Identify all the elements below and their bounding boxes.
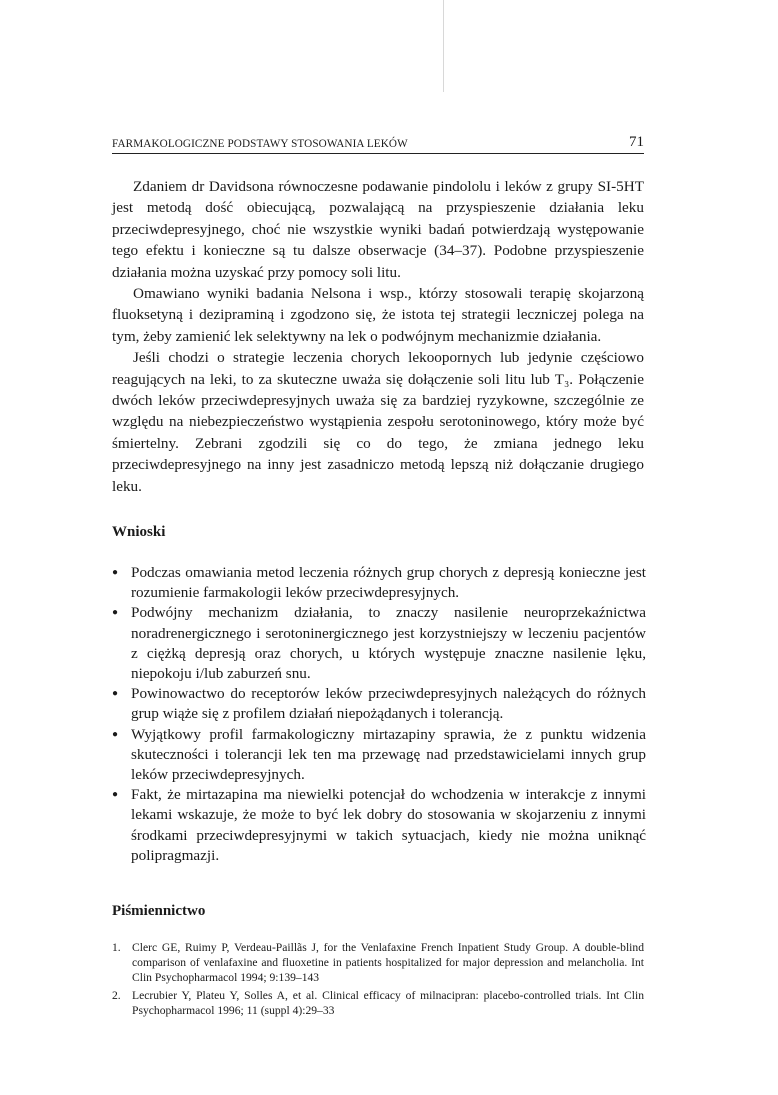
paragraph: Jeśli chodzi o strategie leczenia chorych lekoopornych lub jedynie częściowo reagujących na leki, to za skuteczne uważa się dołączenie soli litu lub T₃. Połączenie dwóch leków przeciwdepresyjnych uważa się za bardziej ryzykowne, szczególnie ze względu na niebezpieczeństwo wystąpienia zespołu serotoninowego, który może być śmiertelny. Zebrani zgodzili się co do tego, że zmiana jednego leku przeciwdepresyjnego na inny jest zasadniczo metodą lepszą niż dołączanie drugiego leku.: [112, 349, 644, 495]
running-title: FARMAKOLOGICZNE PODSTAWY STOSOWANIA LEKÓW: [112, 138, 408, 150]
scan-artifact-line: [443, 0, 444, 92]
conclusion-item: ● Podwójny mechanizm działania, to znaczy nasilenie neuroprzekaźnictwa noradrenergicznego i serotoninergicznego jest korzystniejszy w leczeniu pacjentów z ciężką depresją oraz chorych, u których występuje znaczne nasilenie lęku, niepokoju i/lub zaburzeń snu.: [112, 603, 646, 684]
conclusions-list: [112, 563, 646, 866]
page-header: [112, 134, 644, 154]
conclusion-item: ● Podczas omawiania metod leczenia różnych grup chorych z depresją konieczne jest rozumienie farmakologii leków przeciwdepresyjnych.: [112, 563, 646, 603]
reference-text: Lecrubier Y, Plateu Y, Solles A, et al. Clinical efficacy of milnacipran: placebo-controlled trials. Int Clin Psychopharmacol 1996; 11 (suppl 4):29–33: [132, 988, 644, 1017]
conclusion-item: ● Fakt, że mirtazapina ma niewielki potencjał do wchodzenia w interakcje z innymi lekami wskazuje, że może to być lek dobry do stosowania w skojarzeniu z innymi środkami przeciwdepresyjnymi w takich sytuacjach, kiedy nie można uniknąć polipragmazji.: [112, 785, 646, 866]
body-text: [112, 176, 644, 497]
reference-number: 2.: [112, 988, 121, 1002]
references-heading: Piśmiennictwo: [112, 903, 206, 919]
page-number: 71: [629, 134, 644, 150]
conclusion-item: ● Powinowactwo do receptorów leków przeciwdepresyjnych należących do różnych grup wiąże się z profilem działań niepożądanych i tolerancją.: [112, 684, 646, 724]
reference-item: [112, 988, 644, 1018]
reference-item: [112, 940, 644, 986]
references-list: [112, 940, 644, 1020]
paragraph: Zdaniem dr Davidsona równoczesne podawanie pindololu i leków z grupy SI-5HT jest metodą dość obiecującą, pozwalającą na przyspieszenie działania leku przeciwdepresyjnego, choć nie wszystkie wyniki badań potwierdzają występowanie tego efektu i konieczne są tu dalsze obserwacje (34–37). Podobne przyspieszenie działania można uzyskać przy pomocy soli litu.: [112, 178, 644, 281]
paragraph: Omawiano wyniki badania Nelsona i wsp., którzy stosowali terapię skojarzoną fluoksetyną i dezipraminą i zgodzono się, że istota tej strategii leczniczej polega na tym, żeby zamienić lek selektywny na lek o podwójnym mechanizmie działania.: [112, 285, 644, 345]
reference-number: 1.: [112, 941, 121, 954]
conclusions-heading: Wnioski: [112, 524, 166, 540]
reference-text: Clerc GE, Ruimy P, Verdeau-Paillãs J, for the Venlafaxine French Inpatient Study Group. A double-blind comparison of venlafaxine and fluoxetine in patients hospitalized for major depression and melancholia. Int Clin Psychopharmacol 1994; 9:139–143: [132, 941, 644, 985]
conclusion-item: ● Wyjątkowy profil farmakologiczny mirtazapiny sprawia, że z punktu widzenia skuteczności i tolerancji lek ten ma przewagę nad przedstawicielami innych grup leków przeciwdepresyjnych.: [112, 725, 646, 786]
